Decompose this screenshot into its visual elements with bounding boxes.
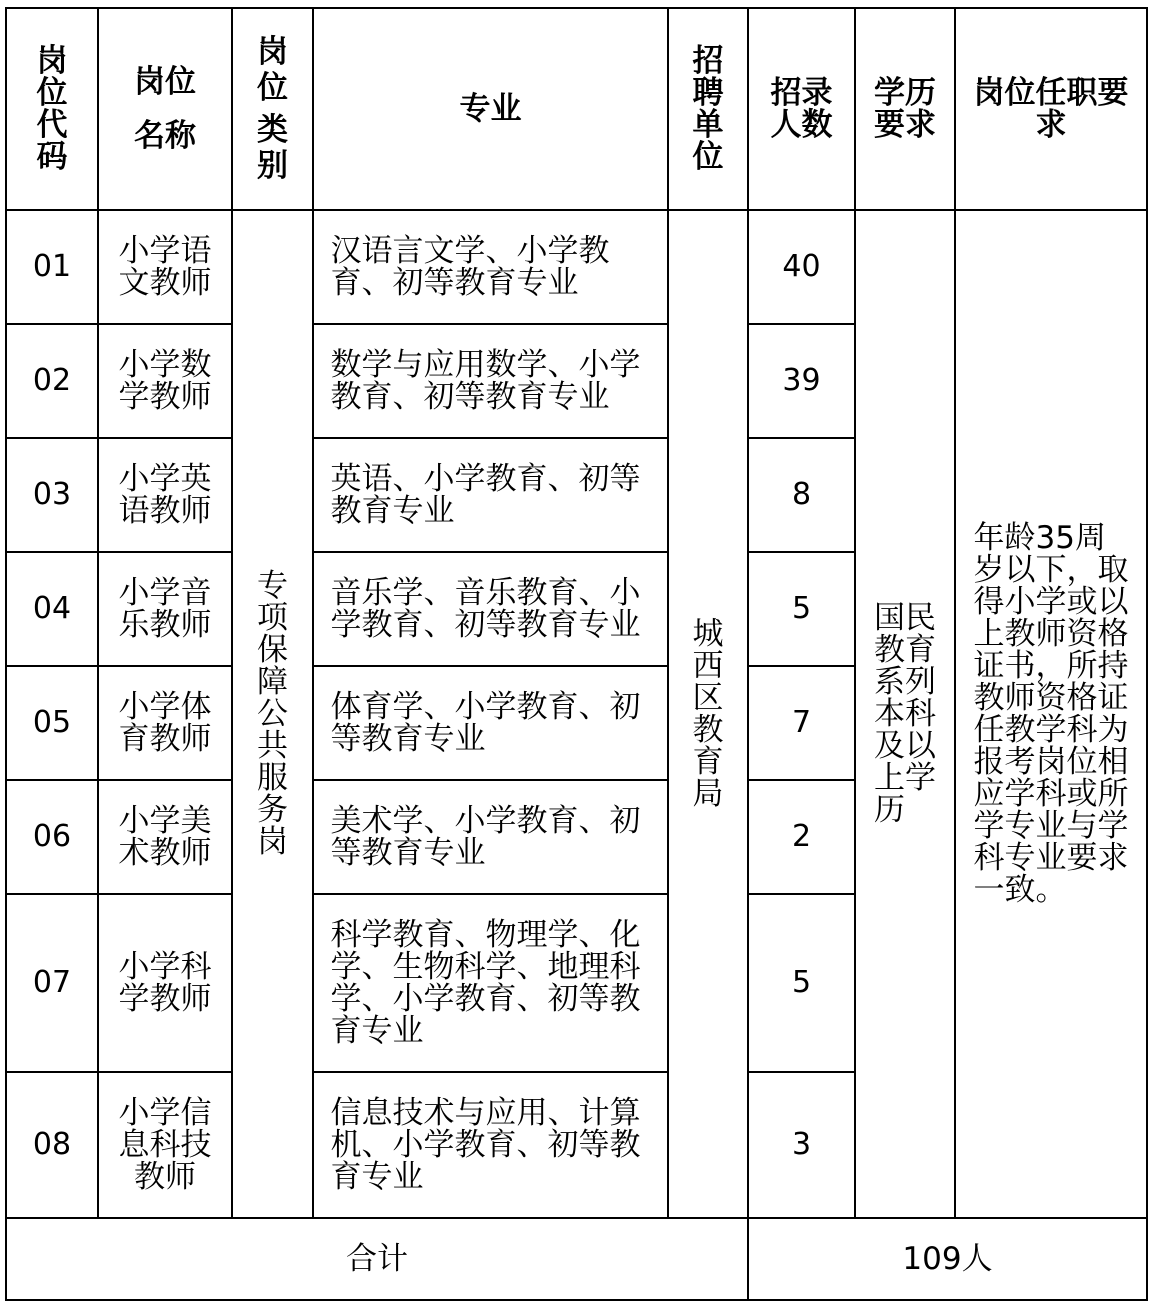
row-count: 2 — [748, 780, 855, 894]
row-name: 小学语文教师 — [98, 210, 232, 324]
row-count: 7 — [748, 666, 855, 780]
row-count: 40 — [748, 210, 855, 324]
header-type-line2: 类别 — [257, 112, 288, 184]
header-req: 岗位任职要求 — [955, 8, 1147, 210]
row-code: 07 — [6, 894, 98, 1072]
row-major: 数学与应用数学、小学教育、初等教育专业 — [313, 324, 668, 438]
row-name: 小学音乐教师 — [98, 552, 232, 666]
total-row — [6, 1218, 1147, 1300]
shared-edu-cell: 国民教育系列本科及以上学历 — [855, 210, 955, 1218]
shared-unit-cell: 城西区教育局 — [668, 210, 748, 1218]
row-code: 03 — [6, 438, 98, 552]
row-name: 小学数学教师 — [98, 324, 232, 438]
row-count: 8 — [748, 438, 855, 552]
row-major: 科学教育、物理学、化学、生物科学、地理科学、小学教育、初等教育专业 — [313, 894, 668, 1072]
header-type-line1: 岗位 — [257, 34, 288, 106]
total-value: 109人 — [748, 1218, 1147, 1300]
row-code: 04 — [6, 552, 98, 666]
header-code: 岗位代码 — [6, 8, 98, 210]
header-count: 招录人数 — [748, 8, 855, 210]
total-label: 合计 — [6, 1218, 748, 1300]
row-major: 英语、小学教育、初等教育专业 — [313, 438, 668, 552]
row-major: 汉语言文学、小学教育、初等教育专业 — [313, 210, 668, 324]
row-name: 小学美术教师 — [98, 780, 232, 894]
row-name: 小学体育教师 — [98, 666, 232, 780]
row-code: 02 — [6, 324, 98, 438]
header-edu: 学历要求 — [855, 8, 955, 210]
row-major: 体育学、小学教育、初等教育专业 — [313, 666, 668, 780]
row-name: 小学科学教师 — [98, 894, 232, 1072]
row-count: 3 — [748, 1072, 855, 1218]
shared-type-cell: 专项保障公共服务岗 — [232, 210, 313, 1218]
row-major: 音乐学、音乐教育、小学教育、初等教育专业 — [313, 552, 668, 666]
row-name: 小学信息科技教师 — [98, 1072, 232, 1218]
header-major: 专业 — [313, 8, 668, 210]
table-row — [6, 210, 1147, 324]
row-major: 美术学、小学教育、初等教育专业 — [313, 780, 668, 894]
header-type — [232, 8, 313, 210]
row-code: 08 — [6, 1072, 98, 1218]
header-row — [6, 8, 1147, 210]
header-name: 岗位名称 — [98, 8, 232, 210]
recruitment-table — [5, 7, 1148, 1301]
row-major: 信息技术与应用、计算机、小学教育、初等教育专业 — [313, 1072, 668, 1218]
row-count: 5 — [748, 894, 855, 1072]
row-code: 01 — [6, 210, 98, 324]
row-code: 05 — [6, 666, 98, 780]
row-count: 39 — [748, 324, 855, 438]
row-name: 小学英语教师 — [98, 438, 232, 552]
header-unit: 招聘单位 — [668, 8, 748, 210]
shared-req-cell: 年龄35周岁以下，取得小学或以上教师资格证书，所持教师资格证任教学科为报考岗位相应学科或所学专业与学科专业要求一致。 — [955, 210, 1147, 1218]
row-count: 5 — [748, 552, 855, 666]
row-code: 06 — [6, 780, 98, 894]
